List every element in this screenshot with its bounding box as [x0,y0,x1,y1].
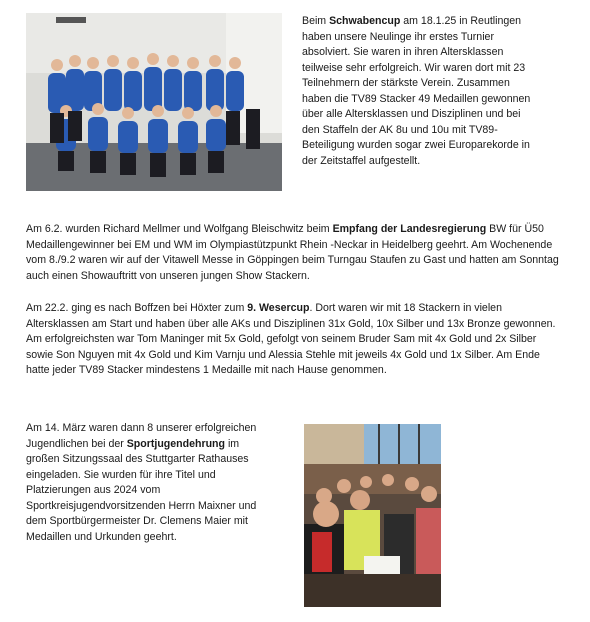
section-wesercup [26,301,566,379]
section-sportjugendehrung [26,421,258,545]
team-photo [26,13,282,191]
section-landesregierung [26,222,566,284]
wesercup-intro: Am 22.2. ging es nach Boffzen bei Höxter zum [26,302,248,314]
schwabencup-body: am 18.1.25 in Reutlingen haben unsere Neulinge ihr erstes Turnier absolviert. Sie waren in ihren Altersklassen teilweise sehr erfolgreich. Wir waren dort mit 23 Teilnehmern der stärkste Verein. Zusammen haben die TV89 Stacker 49 Medaillen gewonnen über alle Altersklassen und Disziplinen und bei den Staffeln der AK 8u und 10u mit TV89-Beteiligung wurden sogar zwei Europarekorde in der Zeitstaffel aufgestellt. [302,15,531,167]
wesercup-title: 9. Wesercup [247,302,310,314]
sportjugendehrung-title: Sportjugendehrung [126,437,225,450]
landesregierung-body: BW für Ü50 Medaillengewinner bei EM und WM im Olympiastützpunkt Rhein -Neckar in Heidelberg geehrt. Am Wochenende vom 8./9.2 waren wir auf der Vitawell Messe in Göppingen beim Turngau Staufen zu Gast und hatten am Sonntag auch einen Showauftritt von unseren jungen Show Stackern. [26,223,559,282]
section-schwabencup [302,14,532,169]
schwabencup-title: Schwabencup [329,15,401,27]
sportjugendehrung-intro: Am 14. März waren dann 8 unserer erfolgreichen Jugendlichen bei der [26,422,257,450]
schwabencup-intro: Beim [302,15,330,27]
ceremony-photo [304,424,441,607]
landesregierung-intro: Am 6.2. wurden Richard Mellmer und Wolfgang Bleischwitz beim [26,223,333,235]
sportjugendehrung-body: im großen Sitzungssaal des Stuttgarter Rathauses eingeladen. Sie wurden für ihre Titel und Platzierungen aus 2024 vom Sportkreisjugendvorsitzenden Herrn Maixner und dem Sportbürgermeister Dr. Clemens Maier mit Medaillen und Urkunden geehrt. [26,437,257,543]
team-photo-graphic [26,13,282,191]
ceremony-photo-graphic [304,424,441,607]
wesercup-body: . Dort waren wir mit 18 Stackern in vielen Altersklassen am Start und haben über alle AKs und Disziplinen 31x Gold, 10x Silber und 13x Bronze gewonnen. Am erfolgreichsten war Tom Maninger mit 5x Gold, gefolgt von seinem Bruder Sam mit 4x Gold und 2x Silber sowie Son Nguyen mit 4x Gold und Kim Varnju und Alessia Stehle mit jeweils 4x Gold und 1x Silber. Am Ende hatte jeder TV89 Stacker mindestens 1 Medaille mit nach Hause genommen. [26,302,556,376]
landesregierung-title: Empfang der Landesregierung [332,223,487,235]
